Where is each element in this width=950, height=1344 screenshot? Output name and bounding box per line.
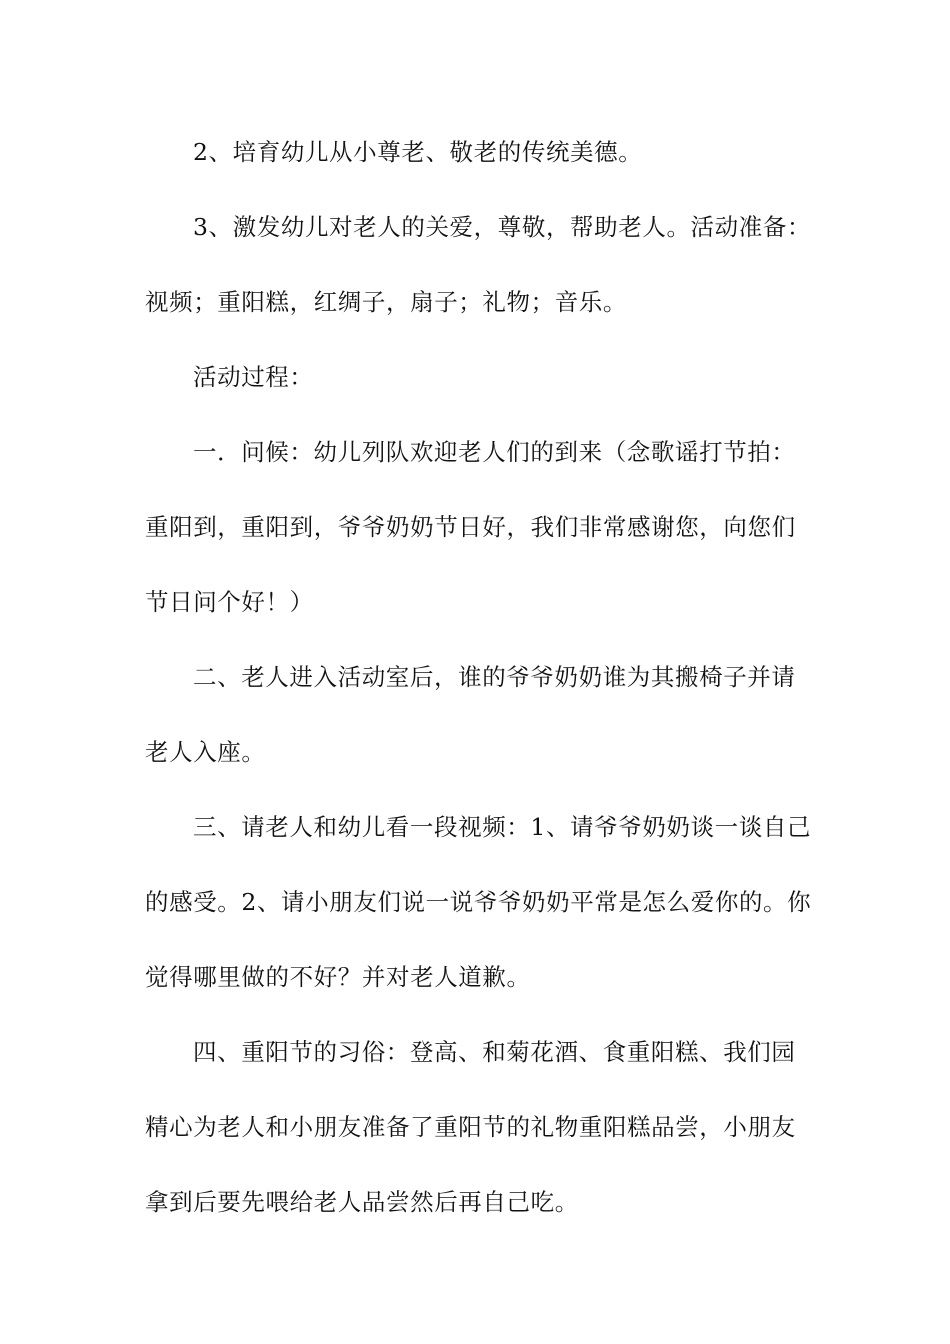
text-line-step-2: 二、老人进入活动室后，谁的爷爷奶奶谁为其搬椅子并请 <box>193 663 796 691</box>
text-line-materials: 视频；重阳糕，红绸子，扇子；礼物；音乐。 <box>145 288 627 316</box>
text-line-step-1: 一．问候：幼儿列队欢迎老人们的到来（念歌谣打节拍： <box>193 438 796 466</box>
text-line-step-3-end: 觉得哪里做的不好？并对老人道歉。 <box>145 963 531 991</box>
text-line-step-2-end: 老人入座。 <box>145 738 266 766</box>
text-line-step-3-cont: 的感受。2、请小朋友们说一说爷爷奶奶平常是怎么爱你的。你 <box>145 888 812 916</box>
text-line-step-1-end: 节日问个好！） <box>145 588 314 616</box>
text-line-step-3: 三、请老人和幼儿看一段视频：1、请爷爷奶奶谈一谈自己 <box>193 813 812 841</box>
text-line-process-heading: 活动过程： <box>193 363 314 391</box>
text-line-step-4-cont: 精心为老人和小朋友准备了重阳节的礼物重阳糕品尝，小朋友 <box>145 1113 796 1141</box>
text-line-goal-3: 3、激发幼儿对老人的关爱，尊敬，帮助老人。活动准备： <box>193 213 812 241</box>
text-line-goal-2: 2、培育幼儿从小尊老、敬老的传统美德。 <box>193 138 643 166</box>
text-line-step-4-end: 拿到后要先喂给老人品尝然后再自己吃。 <box>145 1188 579 1216</box>
text-line-step-4: 四、重阳节的习俗：登高、和菊花酒、食重阳糕、我们园 <box>193 1038 796 1066</box>
text-line-step-1-cont: 重阳到，重阳到，爷爷奶奶节日好，我们非常感谢您，向您们 <box>145 513 796 541</box>
